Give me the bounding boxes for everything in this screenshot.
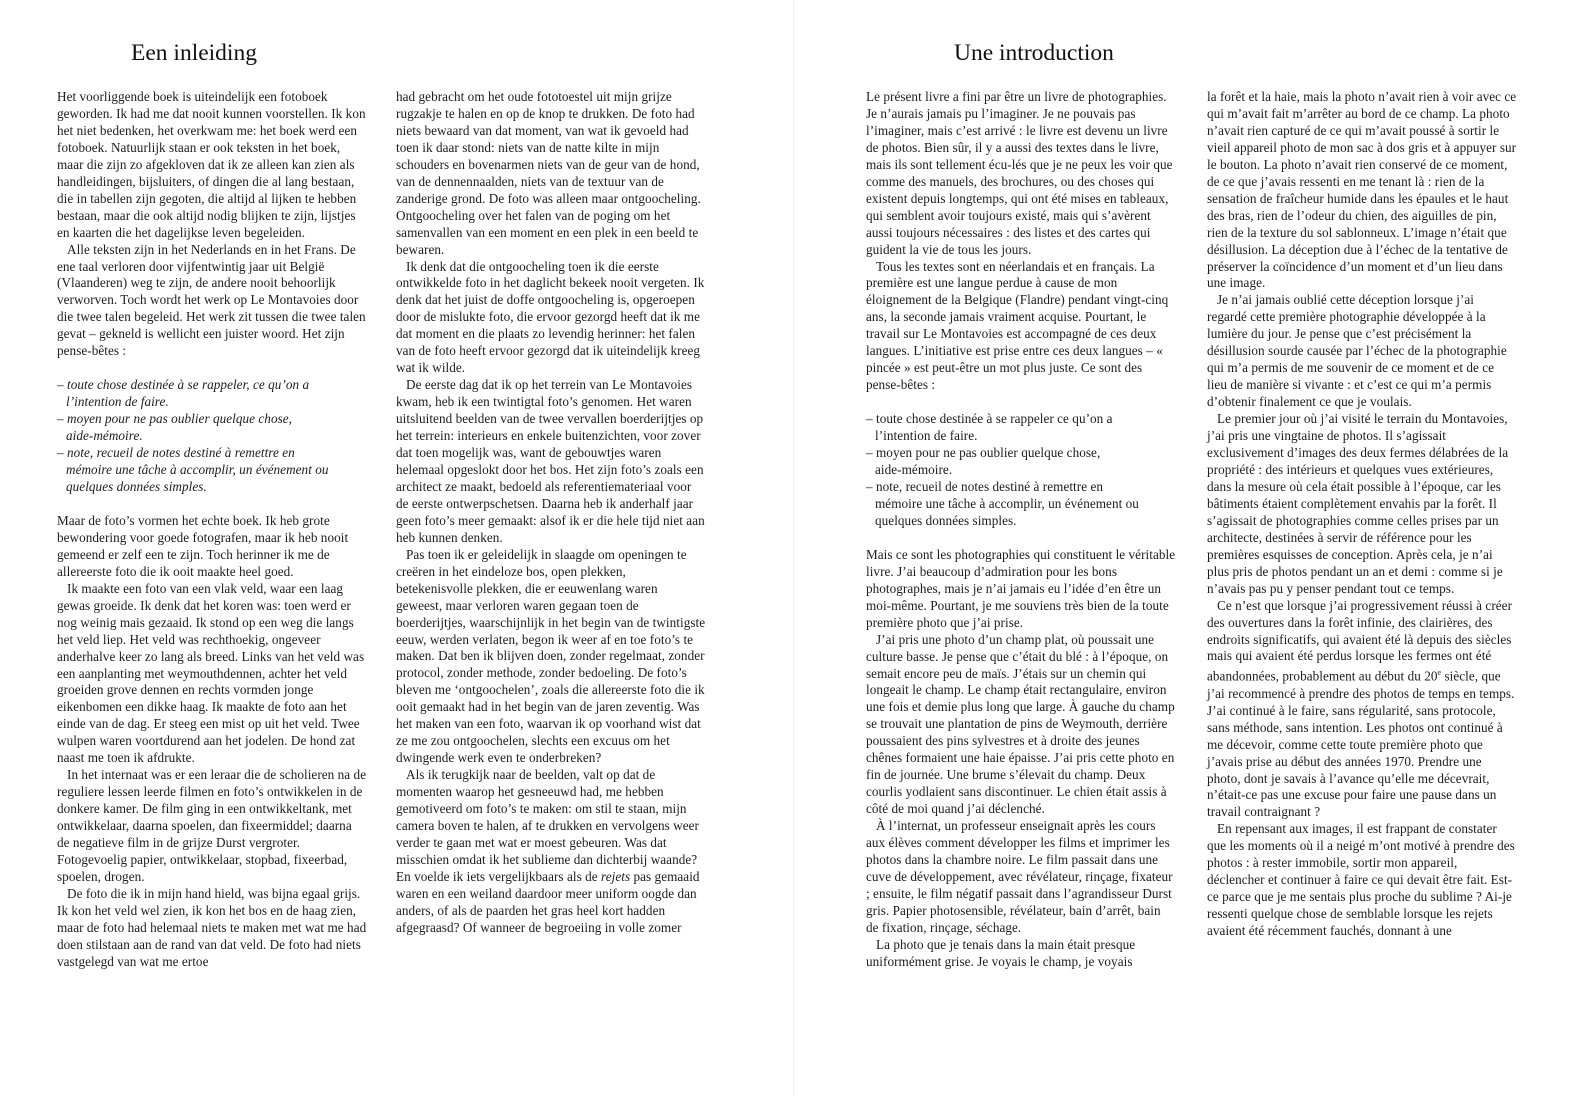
list-item-line: – toute chose destinée à se rappeler ce qu’on a [866, 411, 1113, 427]
paragraph [396, 767, 706, 937]
spacer [57, 360, 367, 377]
list-item [57, 445, 367, 496]
list-item [866, 445, 1176, 479]
paragraph: Pas toen ik er geleidelijk in slaagde om openingen te creëren in het eindeloze bos, open plekken, betekenisvolle plekken, die er eeuwenlang waren geweest, maar verloren waren gegaan toen de boerderijtjes, waarschijnlijk in het begin van de twintigste eeuw, werden verlaten, begon ik weer af en toe foto’s te maken. Dat ben ik blijven doen, zonder regelmaat, zonder protocol, zonder methode, zonder bedoeling. De foto’s bleven me ‘ontgoochelen’, zoals die allereerste foto die ik ooit gemaakt had in het begin van de jaren zeventig. Was het maken van een foto, waarvan ik op voorhand wist dat ze me zou ontgoochelen, slechts een excuus om het dwingende werk even te onderbreken? [396, 546, 706, 766]
paragraph: Het voorliggende boek is uiteindelijk een fotoboek geworden. Ik had me dat nooit kunnen voorstellen. Ik kon het niet bedenken, het overkwam me: het boek werd een fotoboek. Natuurlijk staan er ook teksten in het boek, maar die zijn zo afgekloven dat ik ze alleen kan zien als handleidingen, bijsluiters, of dingen die al lang bestaan, die in tabellen zijn gegoten, die altijd al lijken te hebben bestaan, maar die ook altijd nodig blijken te zijn, lijstjes en kaarten die het dagelijkse leven begeleiden. [57, 89, 366, 240]
paragraph: Maar de foto’s vormen het echte boek. Ik heb grote bewondering voor goede fotografen, maar ik heb nooit gemeend er zelf een te zijn. Toch herinner ik me de allereerste foto die ik ooit maakte heel goed. [57, 512, 349, 579]
list-item [57, 411, 367, 445]
list-item-line: – moyen pour ne pas oublier quelque chose, [57, 411, 293, 427]
text-column-nl-1 [57, 89, 367, 971]
paragraph: J’ai pris une photo d’un champ plat, où poussait une culture basse. Je pense que c’était du blé : à l’époque, on semait encore peu de maïs. J’étais sur un chemin qui longeait le champ. Le champ était rectangulaire, environ une fois et demie plus long que large. À gauche du champ se trouvait une plantation de pins de Weymouth, derrière poussaient des pins sylvestres et à droite des jeunes chênes formaient une haie épaisse. J’ai pris cette photo en fin de journée. Une brume s’élevait du champ. Deux courlis yodlaient sans discontinuer. Le chien était assis à côté de moi quand j’ai déclenché. [866, 631, 1175, 817]
page-title-nl: Een inleiding [131, 40, 257, 66]
spacer [866, 530, 1176, 547]
definition-list [866, 411, 1176, 530]
text-column-fr-1 [866, 89, 1176, 971]
spacer [57, 496, 367, 513]
paragraph: En repensant aux images, il est frappant de constater que les moments où il a neigé m’ont motivé à prendre des photos : à rester immobile, sortir mon appareil, déclencher et continuer à faire ce qui devait être fait. Est-ce parce que je me sentais plus proche du sublime ? Ai-je ressenti quelque chose de semblable lorsque les rejets avaient été récemment fauchés, donnant à une [1207, 821, 1515, 939]
text-column-nl-2 [396, 89, 706, 937]
paragraph [1207, 598, 1517, 822]
paragraph: Tous les textes sont en néerlandais et en français. La première est une langue perdue à cause de mon éloignement de la Belgique (Flandre) pendant vingt-cinq ans, la seconde jamais vraiment acquise. Pourtant, le travail sur Le Montavoies est accompagné de ces deux langues. L’initiative est prise entre ces deux langues – « pincée » est peut-être un mot plus juste. Ce sont des pense-bêtes : [866, 258, 1169, 393]
paragraph: Ik maakte een foto van een vlak veld, waar een laag gewas groeide. Ik denk dat het koren was: toen werd er nog weinig mais gezaaid. Ik stond op een weg die langs het veld liep. Het veld was rechthoekig, ongeveer anderhalve keer zo lang als breed. Links van het veld was een aanplanting met weymouthdennen, achter het veld groeiden grove dennen en rechts vormden jonge eikenbomen een dikke haag. Ik maakte de foto aan het einde van de dag. Er steeg een mist op uit het veld. Twee wulpen waren voortdurend aan het jodelen. De hond zat naast me toen ik afdrukte. [57, 580, 365, 766]
list-item [866, 411, 1176, 445]
paragraph-text: pas gemaaid waren en een weiland daardoor meer uniform oogde dan anders, of als de paarden het gras heel kort hadden afgegraasd? Of wanneer de begroeiing in volle zomer [396, 868, 700, 935]
page-gutter [793, 0, 794, 1096]
list-item-line: – note, recueil de notes destiné à remettre en [57, 445, 295, 461]
paragraph: À l’internat, un professeur enseignait après les cours aux élèves comment développer les films et imprimer les photos dans la chambre noire. Le film passait dans une cuve de développement, avec révélateur, rinçage, fixateur ; ensuite, le film négatif passait dans l’agrandisseur Durst gris. Papier photosensible, révélateur, bain d’arrêt, bain de fixation, rinçage, séchage. [866, 818, 1173, 935]
list-item [866, 479, 1176, 530]
paragraph: De foto die ik in mijn hand hield, was bijna egaal grijs. Ik kon het veld wel zien, ik kon het bos en de haag zien, maar de foto had helemaal niets te maken met wat me had doen stilstaan aan de rand van dat veld. De foto had niets vastgelegd van wat me ertoe [57, 885, 367, 969]
list-item-continuation: l’intention de faire. [875, 428, 978, 444]
list-item-continuation: mémoire une tâche à accomplir, un événement ou quelques données simples. [875, 495, 1139, 528]
paragraph-text: siècle, que j’ai recommencé à prendre des photos de temps en temps. J’ai continué à le faire, sans régularité, sans protocole, sans méthode, sans intention. Les photos ont continué à me décevoir, comme cette toute première photo que j’avais prise au début des années 1970. Prendre une photo, dont je savais à l’avance qu’elle me décevrait, n’était-ce pas une excuse pour faire une pause dans un travail contraignant ? [1207, 668, 1515, 820]
paragraph: Le présent livre a fini par être un livre de photographies. Je n’aurais jamais pu l’imaginer. Je ne pouvais pas l’imaginer, mais c’est arrivé : le livre est devenu un livre de photos. Bien sûr, il y a aussi des textes dans le livre, mais ils sont tellement écu-lés que je ne peux les voir que comme des manuels, des brochures, ou des choses qui existent depuis longtemps, qui ont été mises en tableaux, qui semblent avoir toujours existé, mais qui s’avèrent aussi toujours nécessaires : des listes et des cartes qui guident la vie de tous les jours. [866, 89, 1173, 257]
paragraph-text: Ce n’est que lorsque j’ai progressivement réussi à créer des ouvertures dans la forêt infinie, des clairières, des endroits significatifs, qui avaient été là depuis des siècles mais qui avaient été perdus lorsque les fermes ont été abandonnées, probablement au début du 20 [1207, 597, 1513, 684]
paragraph: had gebracht om het oude fototoestel uit mijn grijze rugzakje te halen en op de knop te drukken. De foto had niets bewaard van dat moment, van wat ik gevoeld had toen ik daar stond: niets van de natte kilte in mijn schouders en bovenarmen niets van de geur van de hond, van de dennennaalden, niets van de textuur van de zanderige grond. De foto was alleen maar ontgoocheling. Ontgoocheling over het falen van de poging om het samenvallen van een moment en een plek in een beeld te bewaren. [396, 89, 701, 257]
list-item-continuation: l’intention de faire. [66, 394, 169, 410]
list-item-continuation: mémoire une tâche à accomplir, un événement ou quelques données simples. [66, 462, 329, 494]
list-item [57, 377, 367, 411]
paragraph: la forêt et la haie, mais la photo n’avait rien à voir avec ce qui m’avait fait m’arrêter au bord de ce champ. La photo n’avait rien capturé de ce qui m’avait poussé à sortir le vieil appareil photo de mon sac à dos gris et à appuyer sur le bouton. La photo n’avait rien conservé de ce moment, de ce que j’avais ressenti en me tenant là : rien de la sensation de fraîcheur humide dans les épaules et le haut des bras, rien de l’odeur du chien, des aiguilles de pin, rien de la texture du sol sablonneux. L’image n’était que désillusion. La déception due à l’échec de la tentative de préserver la coïncidence d’un moment et d’un lieu dans une image. [1207, 89, 1517, 291]
italic-term: rejets [601, 868, 631, 884]
paragraph: Alle teksten zijn in het Nederlands en in het Frans. De ene taal verloren door vijfentwintig jaar uit België (Vlaanderen) weg te zijn, de andere nooit behoorlijk verworven. Toch wordt het werk op Le Montavoies door die twee talen begeleid. Het werk zit tussen die twee talen gevat – gekneld is wellicht een juister woord. Het zijn pense-bêtes : [57, 241, 366, 359]
superscript: e [1437, 668, 1442, 678]
paragraph: Mais ce sont les photographies qui constituent le véritable livre. J’ai beaucoup d’admiration pour les bons photographes, mais je n’ai jamais eu l’idée d’en être un moi-même. Pourtant, je me souviens très bien de la toute première photo que j’ai prise. [866, 546, 1176, 630]
definition-list [57, 377, 367, 496]
list-item-line: – note, recueil de notes destiné à remettre en [866, 478, 1104, 494]
list-item-continuation: aide-mémoire. [66, 428, 143, 444]
page-title-fr: Une introduction [954, 40, 1114, 66]
list-item-continuation: aide-mémoire. [875, 462, 953, 478]
spacer [866, 394, 1176, 411]
paragraph-text: Als ik terugkijk naar de beelden, valt op dat de momenten waarop het gesneeuwd had, me hebben gemotiveerd om foto’s te maken: om stil te staan, mijn camera boven te halen, af te drukken en vervolgens weer verder te gaan met wat er moest gebeuren. Was dat misschien omdat ik het sublieme dan dichterbij waande? En voelde ik iets vergelijkbaars als de [396, 767, 699, 884]
text-column-fr-2 [1207, 89, 1517, 940]
list-item-line: – moyen pour ne pas oublier quelque chose, [866, 445, 1101, 461]
paragraph: La photo que je tenais dans la main était presque uniformément grise. Je voyais le champ, je voyais [866, 936, 1136, 969]
paragraph: Le premier jour où j’ai visité le terrain du Montavoies, j’ai pris une vingtaine de photos. Il s’agissait exclusivement d’images des deux fermes délabrées de la propriété : des intérieurs et quelques vues extérieures, dans la mesure où cela était possible à l’époque, car les bâtiments étaient complètement envahis par la forêt. Il s’agissait de photographies comme celles prises par un architecte, destinées à servir de référence pour les premières esquisses de conception. Après cela, je n’ai plus pris de photos pendant un an et demi : comme si je n’avais pas pu y penser pendant tout ce temps. [1207, 411, 1509, 596]
paragraph: Je n’ai jamais oublié cette déception lorsque j’ai regardé cette première photographie développée à la lumière du jour. Je pense que c’est précisément la désillusion sourde causée par l’échec de la photographie qui m’a permis de me souvenir de ce moment et de ce lieu de manière si vivante : et c’est ce qui m’a permis d’obtenir finalement ce que je voulais. [1207, 292, 1507, 410]
paragraph: In het internaat was er een leraar die de scholieren na de reguliere lessen leerde filmen en foto’s ontwikkelen in de donkere kamer. De film ging in een ontwikkeltank, met ontwikkelaar, daarna spoelen, dan fixeermiddel; daarna de negatieve film in de grijze Durst vergroter. Fotogevoelig papier, ontwikkelaar, stopbad, fixeerbad, spoelen, drogen. [57, 767, 367, 884]
paragraph: Ik denk dat die ontgoocheling toen ik die eerste ontwikkelde foto in het daglicht bekeek nooit vergeten. Ik denk dat het juist de doffe ontgoocheling is, opgeroepen door de mislukte foto, die ervoor gezorgd heeft dat ik me dat moment en die plaats zo levendig herinner: het falen van de foto heeft ervoor gezorgd dat ik uiteindelijk kreeg wat ik wilde. [396, 258, 705, 376]
paragraph: De eerste dag dat ik op het terrein van Le Montavoies kwam, heb ik een twintigtal foto’s genomen. Het waren uitsluitend beelden van de twee vervallen boerderijtjes op het terrein: interieurs en enkele buitenzichten, voor zover dat toen mogelijk was, want de gebouwtjes waren helemaal opgeslokt door het bos. Het zijn foto’s zoals een architect ze maakt, bedoeld als referentiemateriaal voor de eerste ontwerpschetsen. Daarna heb ik anderhalf jaar geen foto’s meer gemaakt: alsof ik er die hele tijd niet aan heb kunnen denken. [396, 377, 705, 545]
list-item-line: – toute chose destinée à se rappeler, ce qu’on a [57, 377, 310, 393]
